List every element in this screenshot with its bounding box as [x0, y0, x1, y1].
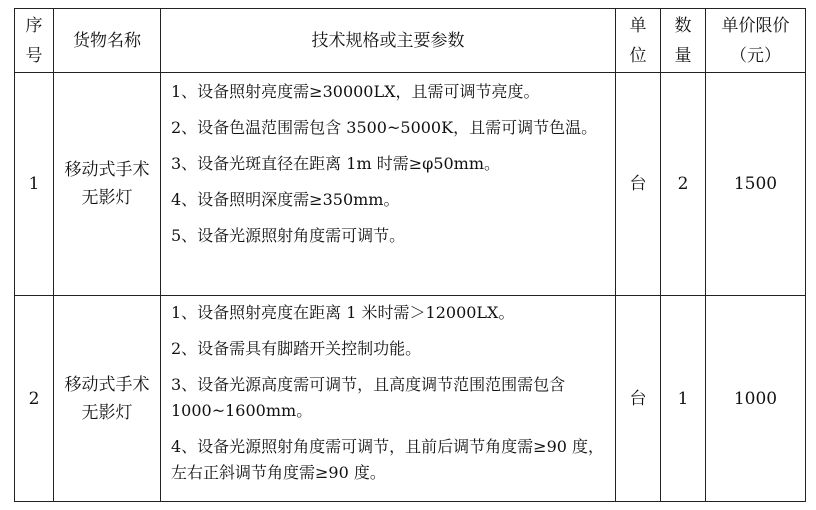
table-header-row [15, 9, 806, 73]
header-name: 货物名称 [54, 9, 161, 73]
spec-item: 1、设备照射亮度在距离 1 米时需＞12000LX。 [171, 303, 515, 322]
header-unit: 单位 [616, 9, 661, 73]
header-spec: 技术规格或主要参数 [161, 9, 616, 73]
row-unit: 台 [616, 296, 661, 502]
row-seq: 1 [15, 73, 54, 296]
procurement-spec-table [14, 8, 806, 502]
spec-item: 1、设备照射亮度需≥30000LX，且需可调节亮度。 [171, 82, 540, 101]
header-seq: 序号 [15, 9, 54, 73]
row-seq: 2 [15, 296, 54, 502]
spec-item: 2、设备色温范围需包含 3500~5000K，且需可调节色温。 [171, 118, 598, 137]
header-qty: 数量 [661, 9, 706, 73]
row-spec-list [161, 296, 616, 502]
spec-item: 4、设备光源照射角度需可调节，且前后调节角度需≥90 度，左右正斜调节角度需≥90 度。 [171, 437, 605, 482]
row-item-name: 移动式手术无影灯 [54, 73, 161, 296]
row-spec-list [161, 73, 616, 296]
spec-item: 4、设备照明深度需≥350mm。 [171, 190, 400, 209]
row-price: 1000 [706, 296, 806, 502]
spec-item: 5、设备光源照射角度需可调节。 [171, 226, 406, 245]
spec-item: 3、设备光斑直径在距离 1m 时需≥φ50mm。 [171, 154, 501, 173]
row-unit: 台 [616, 73, 661, 296]
table-row [15, 73, 806, 296]
row-qty: 1 [661, 296, 706, 502]
row-qty: 2 [661, 73, 706, 296]
row-item-name: 移动式手术无影灯 [54, 296, 161, 502]
spec-item: 2、设备需具有脚踏开关控制功能。 [171, 339, 422, 358]
table-row [15, 296, 806, 502]
row-price: 1500 [706, 73, 806, 296]
spec-item: 3、设备光源高度需可调节，且高度调节范围范围需包含 1000~1600mm。 [171, 375, 566, 420]
header-price: 单价限价（元） [706, 9, 806, 73]
